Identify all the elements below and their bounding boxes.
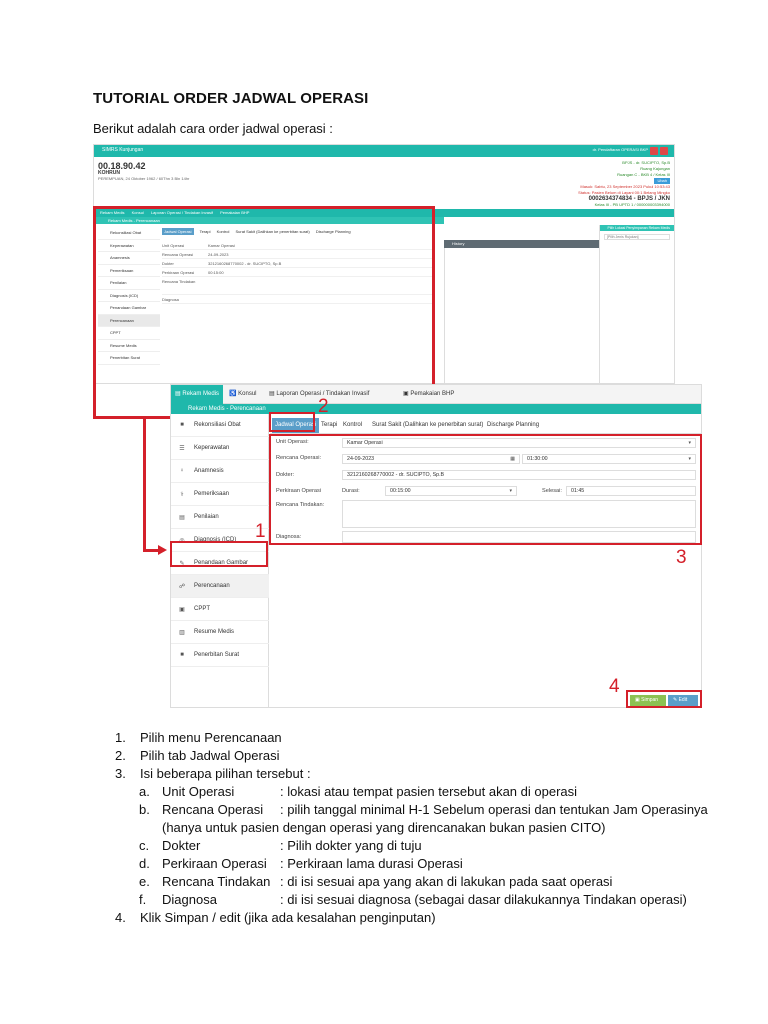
content-area [171,414,701,708]
sidebar-item-cppt[interactable]: ▣ CPPT [171,598,269,621]
substep-item: c. Dokter : Pilih dokter yang di tuju [139,838,422,853]
sidebar-item-resume-medis[interactable]: ▥ Resume Medis [171,621,269,644]
annotation-number-1: 1 [255,521,266,542]
step-item: 1. Pilih menu Perencanaan [115,730,282,745]
instruction-steps [115,729,735,927]
sidebar-item-penilaian[interactable]: ▤ Penilaian [171,506,269,529]
substep-item: a. Unit Operasi : lokasi atau tempat pasien tersebut akan di operasi [139,784,578,799]
arrow-icon [158,545,167,555]
sidebar-item[interactable]: Diagnosis (ICD) [98,290,160,303]
tab-discharge-planning[interactable]: Discharge Planning [315,229,351,234]
step-item: 2. Pilih tab Jadwal Operasi [115,748,280,763]
planning-tabs [270,414,702,434]
form-value[interactable]: 3212160268770002 - dr. SUCIPTO, Sp.B [208,261,282,266]
form-value[interactable]: Kamar Operasi [208,243,235,248]
substep-item: d. Perkiraan Operasi : Perkiraan lama durasi Operasi [139,856,463,871]
step-item: 3. Isi beberapa pilihan tersebut : [115,766,311,781]
action-buttons [630,695,700,708]
tab-rekam-medis[interactable]: Rekam Medis [100,210,125,215]
insurance-number: 0002634374834 - BPJS / JKN [588,196,670,202]
screenshot-detail [170,384,702,708]
diagnosa-field[interactable] [342,531,696,543]
briefcase-icon: ▣ [403,391,411,397]
unit-operasi-select[interactable]: Kamar Operasi ▾ [342,438,696,448]
sidebar-item[interactable]: Pemeriksaan [98,265,160,278]
form-row: Diagnosa [162,295,432,304]
tab-discharge-planning[interactable]: Discharge Planning [487,422,540,428]
clipboard-icon: ▤ [179,514,185,521]
person-icon: ♀ [179,468,185,474]
sidebar-item-penerbitan-surat[interactable]: ■ Penerbitan Surat [171,644,269,667]
edit-icon: ✎ [179,560,185,567]
rencana-operasi-date[interactable]: 24-09-2023 ▦ [342,454,520,464]
sidebar-item[interactable]: Penilaian [98,277,160,290]
substep-item: f. Diagnosa : di isi sesuai diagnosa (sebagai dasar dilakukannya Tindakan operasi) [139,892,687,907]
insurance-class: Kelas III - PB UPTD 1 / 000000003394000 [594,202,670,207]
substep-item: e. Rencana Tindakan : di isi sesuai apa yang akan di lakukan pada saat operasi [139,874,613,889]
tab-laporan-operasi[interactable]: ▤ Laporan Operasi / Tindakan Invasif [269,391,370,397]
substep-item: b. Rencana Operasi : pilih tanggal minimal H-1 Sebelum operasi dan tentukan Jam Operasinya (hanya untuk pasien dengan operasi yang direncanakan bukan pasien CITO) [139,802,708,835]
dokter-select[interactable]: 3212160268770002 - dr. SUCIPTO, Sp.B [342,470,696,480]
pills-icon: ■ [180,422,184,428]
screenshot-overview [93,144,675,384]
chevron-down-icon: ▾ [688,456,691,462]
right-panel [599,225,674,384]
selesai-field[interactable]: 01:45 [566,486,696,496]
visit-info [578,160,670,208]
app-header-bar [94,145,674,157]
form-value[interactable]: 00:15:00 [208,270,224,275]
visit-room: Ruang Kajungan [640,166,670,171]
sidebar-menu [98,227,160,365]
patient-id: 00.18.90.42 [98,161,146,171]
diagnosa-label: Diagnosa: [276,534,302,540]
file-icon: ■ [180,652,184,658]
connector-line [143,418,146,551]
rencana-tindakan-label: Rencana Tindakan: [276,502,325,508]
notes-icon: ▣ [179,606,185,613]
section-subtitle: Rekam Medis - Perencanaan [94,217,444,224]
pencil-icon: ✎ [673,697,679,703]
stethoscope-icon: ⚕ [180,491,184,498]
chevron-down-icon: ▾ [688,440,691,446]
chevron-down-icon: ▾ [509,488,512,494]
operation-form-small [162,241,432,304]
form-row: Rencana Tindakan [162,277,432,295]
operation-form [272,436,700,544]
annotation-number-2: 2 [318,396,329,417]
visit-entry: Masuk: Sabtu, 23 September 2023 Pukul 10:53:43 [580,184,670,189]
module-tab-bar [171,385,701,404]
tab-pemakaian-bhp[interactable]: Pemakaian BHP [220,210,250,215]
dokter-label: Dokter: [276,472,295,478]
report-icon: ▤ [269,391,277,397]
planning-tabs [162,229,356,234]
sidebar-item-perencanaan[interactable]: ☍ Perencanaan [171,575,269,598]
visit-doctor: BPJS - dr. SUCIPTO, Sp.B [622,160,670,165]
right-panel-title: Pilih Lokasi Penyimpanan Rekam Medis [600,225,674,231]
tab-rekam-medis[interactable]: ▤ Rekam Medis [171,385,223,404]
history-panel [444,248,599,384]
sidebar-menu [171,414,269,708]
form-row: Rencana Operasi 24-09-2023 [162,250,432,259]
rencana-operasi-label: Rencana Operasi: [276,455,322,461]
sidebar-item-pemeriksaan[interactable]: ⚕ Pemeriksaan [171,483,269,506]
sidebar-item[interactable]: Penerbitan Surat [98,352,160,365]
diagnosis-icon: ◎ [179,537,185,544]
user-name: dr. Pendaftaran OPERASI BKP [592,147,648,152]
tab-kontrol[interactable]: Kontrol [216,229,230,234]
section-subtitle: Rekam Medis - Perencanaan [171,404,701,414]
visit-status: Status: Pasien Belum di Layani 00:1 Belang Mingko [578,190,670,195]
document-intro: Berikut adalah cara order jadwal operasi : [93,121,333,136]
close-icon[interactable] [660,147,668,155]
tab-jadwal-operasi[interactable]: Jadwal Operasi [272,418,319,433]
referral-select[interactable]: [Pilih Jenis Rujukan] [604,234,670,240]
durasi-label: Durasi: [342,488,360,494]
selesai-label: Selesai: [542,488,562,494]
form-value[interactable]: 24-09-2023 [208,252,229,257]
history-panel-header[interactable]: History [444,240,599,248]
save-icon: ▣ [635,697,642,703]
sidebar-item-diagnosis[interactable]: ◎ Diagnosis (ICD) [171,529,269,552]
tab-terapi[interactable]: Terapi [321,422,338,428]
tab-jadwal-operasi[interactable]: Jadwal Operasi [164,229,192,234]
tab-surat-sakit[interactable]: Surat Sakit (Dalihkan ke penerbitan surat) [372,422,484,428]
module-tabs [100,210,255,215]
tab-kontrol[interactable]: Kontrol [343,422,363,428]
sidebar-item[interactable]: CPPT [98,327,160,340]
rencana-tindakan-textarea[interactable] [342,500,696,528]
tab-laporan-operasi[interactable]: Laporan Operasi / Tindakan Invasif [150,210,213,215]
patient-name: KOHRUN [98,170,120,176]
app-title: SIMRS Kunjungan [102,147,144,153]
sidebar-item-penandaan-gambar[interactable]: ✎ Penandaan Gambar [171,552,269,575]
document-title: TUTORIAL ORDER JADWAL OPERASI [93,90,369,107]
medical-record-icon: ▤ [175,391,183,397]
annotation-number-3: 3 [676,547,687,568]
sidebar-item-keperawatan[interactable]: ☰ Keperawatan [171,437,269,460]
plan-icon: ☍ [178,583,186,590]
annotation-number-4: 4 [609,676,620,697]
unit-operasi-label: Unit Operasi: [276,439,309,445]
sidebar-item[interactable]: Keperawatan [98,240,160,253]
tab-konsul[interactable]: Konsul [131,210,144,215]
durasi-select[interactable]: 00:15:00 ▾ [385,486,517,496]
save-button[interactable]: ▣ Simpan [630,695,666,706]
step-item: 4. Klik Simpan / edit (jika ada kesalahan penginputan) [115,910,436,925]
tab-pemakaian-bhp[interactable]: ▣ Pemakaian BHP [403,391,455,397]
edit-button[interactable]: ✎ Edit [668,695,698,706]
sidebar-item[interactable]: Anamnesis [98,252,160,265]
form-row: Dokter 3212160268770002 - dr. SUCIPTO, Sp.B [162,259,432,268]
document-icon: ▥ [179,629,185,636]
form-row: Perkiraan Operasi 00:15:00 [162,268,432,277]
tab-terapi[interactable]: Terapi [199,229,211,234]
list-icon: ☰ [179,445,185,452]
sidebar-item[interactable]: Resume Medis [98,340,160,353]
perkiraan-operasi-label: Perkiraan Operasi [276,488,322,494]
sidebar-item[interactable]: Rekonsiliasi Obat [98,227,160,240]
sidebar-item-rekonsiliasi-obat[interactable]: ■ Rekonsiliasi Obat [171,414,269,437]
sidebar-item[interactable]: Penandaan Gambar [98,302,160,315]
refresh-icon[interactable] [650,147,658,155]
change-button[interactable]: Ubah [654,178,670,184]
tab-surat-sakit[interactable]: Surat Sakit (Dalihkan ke penerbitan surat) [235,229,310,234]
patient-info: PEREMPUAN, 24 Oktober 1962 / 60Thn 3 Bln 14hr [98,176,190,181]
calendar-icon: ▦ [510,456,515,462]
sidebar-item-anamnesis[interactable]: ♀ Anamnesis [171,460,269,483]
rencana-operasi-time[interactable]: 01:30:00 ▾ [522,454,696,464]
sidebar-item-perencanaan[interactable]: Perencanaan [98,315,160,328]
tab-konsul[interactable]: ♿ Konsul [229,391,257,397]
visit-ward: Ruangan C - BKB 4 / Kelas III [617,172,670,177]
form-row: Unit Operasi Kamar Operasi [162,241,432,250]
accessibility-icon: ♿ [229,391,239,397]
